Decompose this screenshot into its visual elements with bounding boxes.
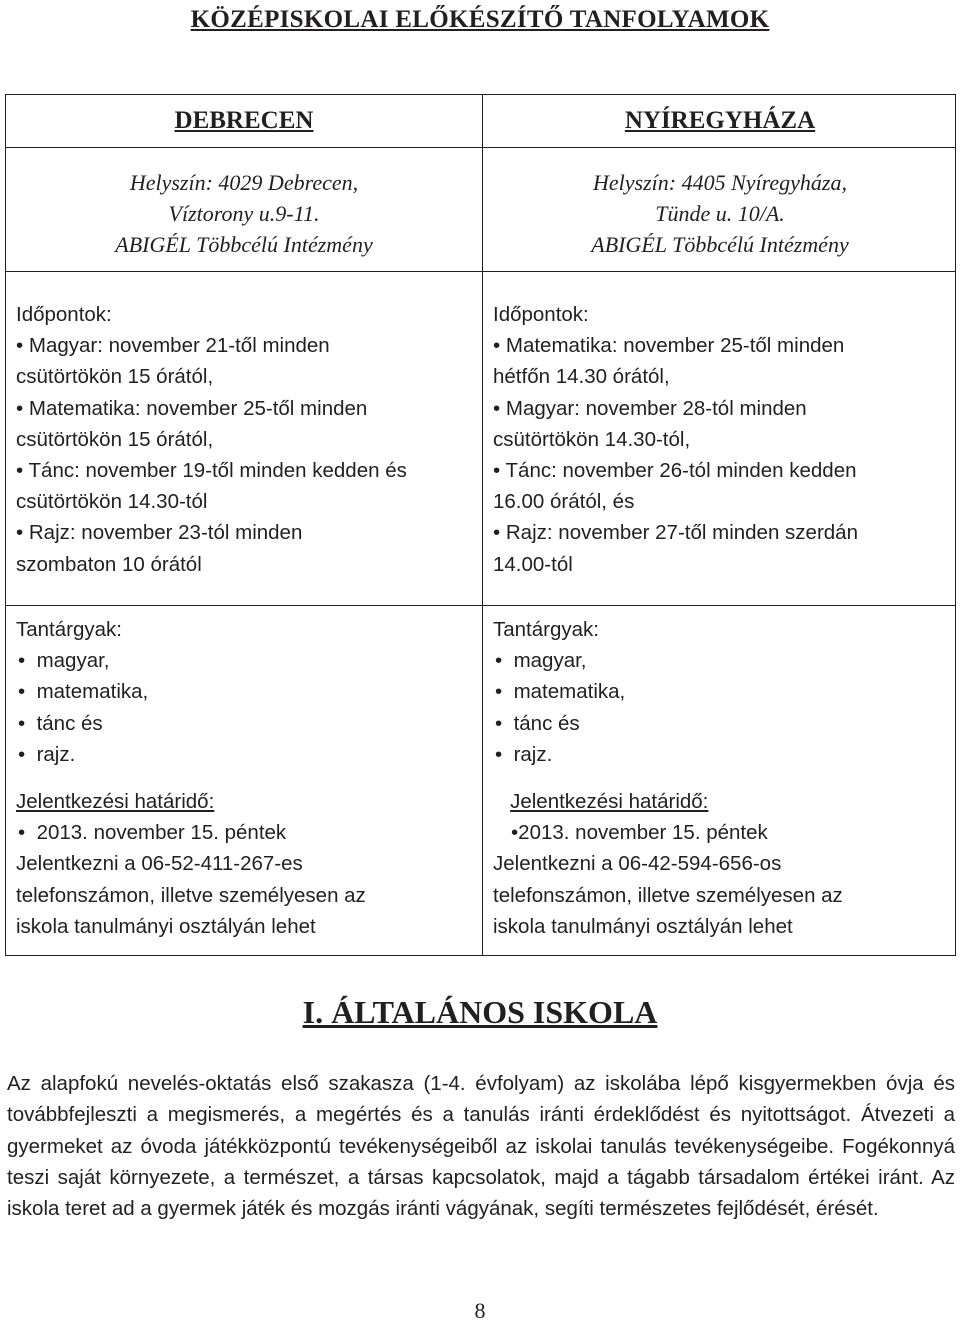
times-nyiregyhaza	[483, 299, 957, 580]
time-item	[16, 517, 482, 548]
row-divider	[6, 605, 955, 606]
address-line: ABIGÉL Többcélú Intézmény	[115, 232, 373, 257]
contact-line: iskola tanulmányi osztályán lehet	[16, 914, 316, 938]
city-heading-debrecen: DEBRECEN	[174, 107, 314, 134]
time-cont: csütörtökön 14.30-tól,	[493, 427, 691, 451]
subject-label: Matematika:	[28, 396, 141, 420]
times-debrecen	[6, 299, 482, 580]
time-cont: csütörtökön 15 órától,	[16, 365, 214, 389]
subject-item: • tánc és	[495, 711, 580, 735]
deadline-date: • 2013. november 15. péntek	[18, 821, 287, 845]
time-cont: 16.00 órától, és	[493, 490, 635, 514]
section-title: I. ÁLTALÁNOS ISKOLA	[302, 994, 658, 1030]
address-line: Helyszín: 4405 Nyíregyháza,	[593, 170, 847, 195]
time-cont: csütörtökön 15 órától,	[16, 427, 214, 451]
time-cont: csütörtökön 14.30-tól	[16, 490, 208, 514]
subject-item: • matematika,	[18, 680, 149, 704]
subject-item: • matematika,	[495, 680, 626, 704]
page-title: KÖZÉPISKOLAI ELŐKÉSZÍTŐ TANFOLYAMOK	[190, 6, 770, 33]
contact-line: Jelentkezni a 06-42-594-656-os	[493, 852, 782, 876]
subject-label: Magyar:	[28, 334, 103, 358]
subject-label: Rajz:	[28, 521, 76, 545]
deadline-heading: Jelentkezési határidő:	[510, 790, 709, 814]
time-item	[16, 455, 482, 486]
subjects-nyiregyhaza	[483, 614, 957, 942]
contact-line: telefonszámon, illetve személyesen az	[16, 883, 366, 907]
times-heading: Időpontok:	[493, 303, 589, 326]
city-heading-nyiregyhaza: NYÍREGYHÁZA	[624, 107, 816, 134]
time-item	[493, 455, 957, 486]
contact-line: Jelentkezni a 06-52-411-267-es	[16, 852, 303, 876]
address-line: Tünde u. 10/A.	[655, 201, 785, 226]
subject-label: Tánc:	[505, 459, 557, 483]
subject-label: Magyar:	[505, 396, 580, 420]
subjects-heading: Tantárgyak:	[16, 618, 122, 641]
subject-item: • magyar,	[495, 649, 587, 673]
time-text: november 25-től minden	[617, 334, 845, 358]
time-text: november 21-től minden	[102, 334, 330, 358]
contact-line: telefonszámon, illetve személyesen az	[493, 883, 843, 907]
times-heading: Időpontok:	[16, 303, 112, 326]
time-item	[16, 330, 482, 361]
address-line: Víztorony u.9-11.	[168, 201, 320, 226]
subject-label: Matematika:	[505, 334, 618, 358]
deadline-heading-wrap	[493, 786, 957, 817]
deadline-date: •2013. november 15. péntek	[511, 821, 768, 845]
subject-item: • magyar,	[18, 649, 110, 673]
contact-line: iskola tanulmányi osztályán lehet	[493, 914, 793, 938]
time-cont: szombaton 10 órától	[16, 552, 202, 576]
subject-label: Rajz:	[505, 521, 553, 545]
page-number: 8	[474, 1298, 486, 1323]
time-text: november 26-tól minden kedden	[556, 459, 857, 483]
time-text: november 25-től minden	[140, 396, 368, 420]
time-text: november 23-tól minden	[75, 521, 303, 545]
address-nyiregyhaza	[483, 147, 957, 271]
subject-label: Tánc:	[28, 459, 80, 483]
subject-item: • rajz.	[18, 742, 76, 766]
subjects-heading: Tantárgyak:	[493, 618, 599, 641]
time-item	[16, 393, 482, 424]
time-item	[493, 517, 957, 548]
time-cont: hétfőn 14.30 órától,	[493, 365, 670, 389]
row-divider	[6, 271, 955, 272]
subjects-debrecen	[6, 614, 482, 942]
time-item	[493, 330, 957, 361]
body-paragraph: Az alapfokú nevelés-oktatás első szakasza (1-4. évfolyam) az iskolába lépő kisgyermekben óvja és továbbfejleszti a megismerés, a megértés és a tanulás iránti érdeklődést és nyitottságot. Átvezeti a gyermeket az óvoda játékközpontú tevékenységeiből az iskolai tanulás tevékenységeibe. Fogékonnyá teszi saját környezete, a természet, a társas kapcsolatok, majd a tágabb társadalom értékei iránt. Az iskola teret ad a gyermek játék és mozgás iránti vágyának, segíti természetes fejlődését, érését.	[7, 1072, 955, 1221]
time-text: november 19-től minden kedden és	[79, 459, 407, 483]
deadline-heading: Jelentkezési határidő:	[16, 790, 215, 814]
time-text: november 28-tól minden	[579, 396, 807, 420]
address-line: ABIGÉL Többcélú Intézmény	[591, 232, 849, 257]
subject-item: • tánc és	[18, 711, 103, 735]
subject-item: • rajz.	[495, 742, 553, 766]
address-debrecen	[6, 147, 482, 271]
time-item	[493, 393, 957, 424]
address-line: Helyszín: 4029 Debrecen,	[129, 170, 359, 195]
course-table	[5, 94, 956, 956]
time-cont: 14.00-tól	[493, 552, 573, 576]
time-text: november 27-től minden szerdán	[552, 521, 858, 545]
